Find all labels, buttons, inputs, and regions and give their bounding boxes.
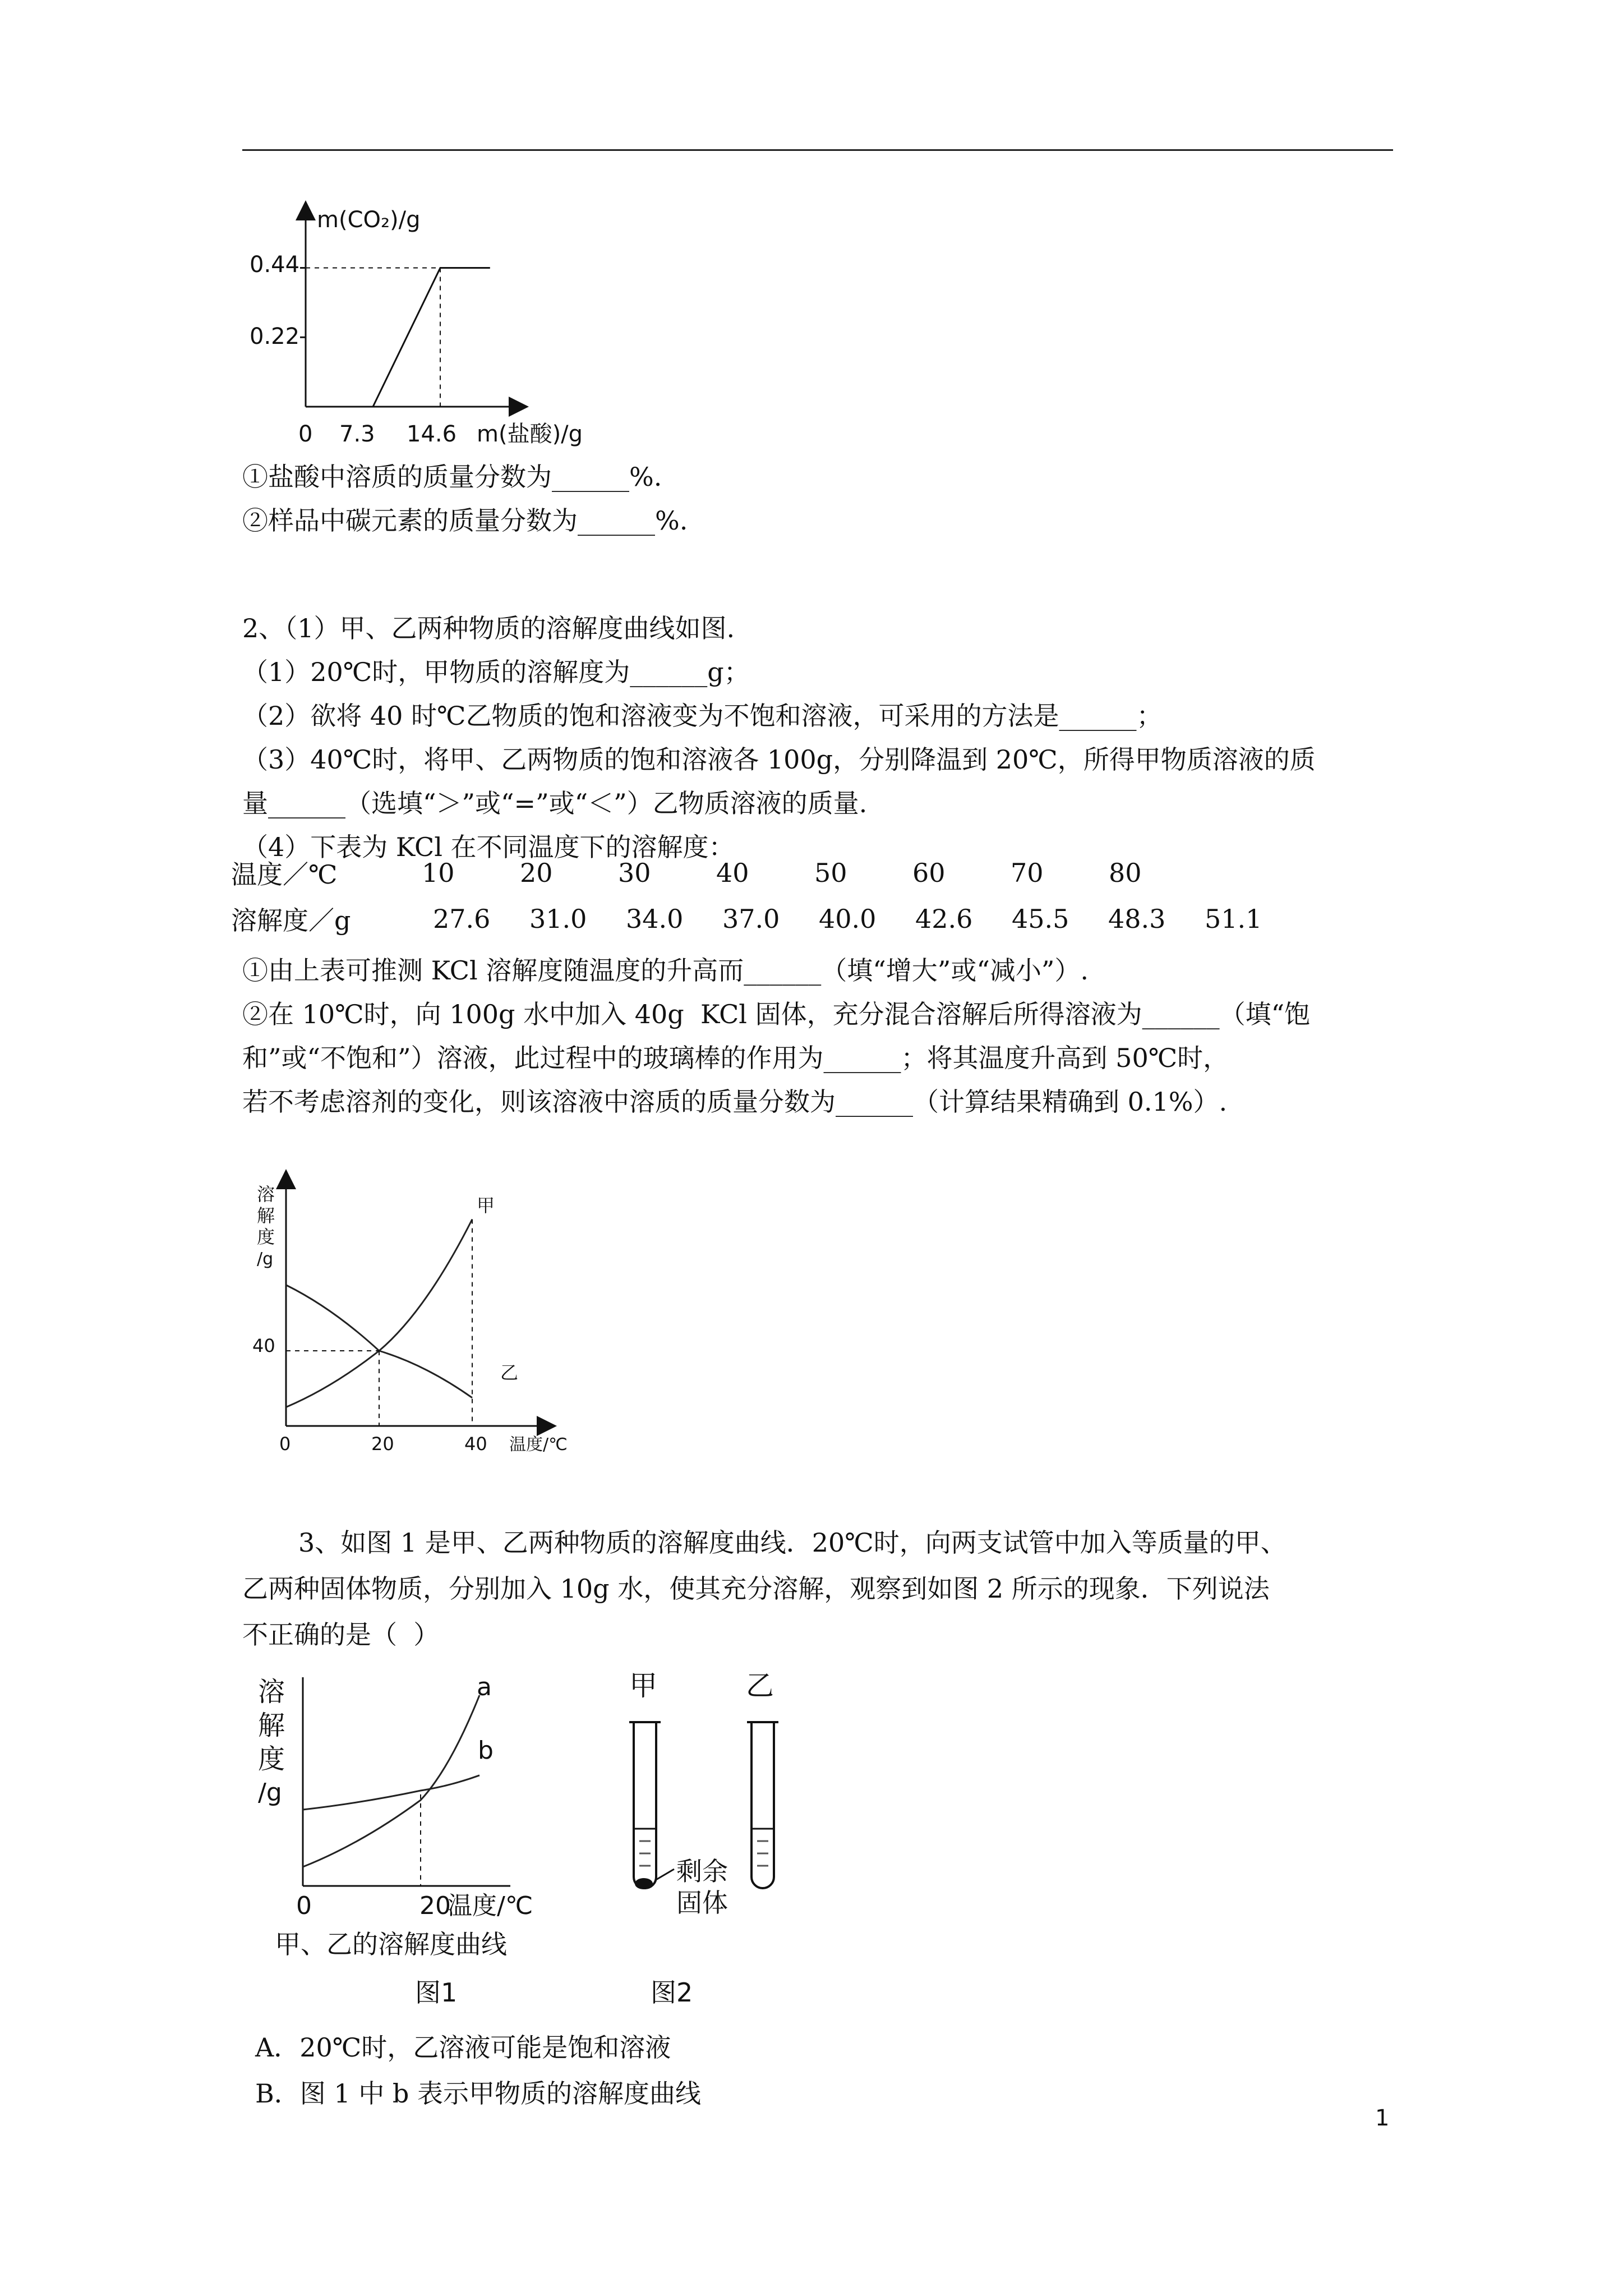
q2-part2: （2）欲将 40 时℃乙物质的饱和溶液变为不饱和溶液，可采用的方法是______； [242, 701, 1163, 731]
table-row-label: 温度／℃ [231, 859, 338, 890]
table-cell: 40 [716, 858, 749, 888]
curve-a [303, 1695, 479, 1867]
x-origin-label: 0 [298, 421, 313, 447]
x-axis-label: m(盐酸)/g [477, 421, 583, 447]
y-label-char: 度 [257, 1226, 275, 1248]
curve-b [303, 1775, 479, 1810]
y-label-char: 解 [257, 1205, 275, 1226]
y-label-char: 溶 [258, 1676, 285, 1708]
y-tick-044: 0.44 [250, 252, 300, 278]
residue-label-line2: 固体 [676, 1888, 728, 1918]
solubility-chart-q3 [247, 1660, 830, 2019]
test-tube-right [751, 1722, 774, 1888]
y-label-char: 解 [258, 1710, 285, 1741]
solubility-chart-q2 [241, 1167, 600, 1458]
y-tick-022: 0.22 [250, 324, 300, 349]
table-cell: 10 [422, 858, 455, 888]
q3-line1: 3、如图 1 是甲、乙两种物质的溶解度曲线．20℃时，向两支试管中加入等质量的甲、 [298, 1527, 1287, 1558]
q2-part3-line2: 量______（选填“＞”或“=”或“＜”）乙物质溶液的质量. [242, 788, 868, 818]
kcl-solubility-table-values [231, 896, 1301, 942]
curve-label-a: a [477, 1673, 492, 1701]
q3-line2: 乙两种固体物质，分别加入 10g 水，使其充分溶解，观察到如图 2 所示的现象．下列说法 [242, 1573, 1270, 1604]
table-row [231, 896, 1301, 942]
page-number: 1 [1375, 2105, 1390, 2131]
header-rule [242, 149, 1393, 151]
q2-part1: （1）20℃时，甲物质的溶解度为______g； [242, 657, 750, 687]
option-a: A．20℃时，乙溶液可能是饱和溶液 [255, 2032, 671, 2063]
table-cell: 40.0 [819, 904, 877, 934]
table-cell: 42.6 [915, 904, 973, 934]
table-cell: 60 [912, 858, 946, 888]
curve-label-jia: 甲 [477, 1195, 495, 1216]
figure-caption: 甲、乙的溶解度曲线 [275, 1929, 507, 1959]
table-row [231, 850, 1207, 896]
x-origin-label: 0 [279, 1433, 291, 1455]
q1-line2: ②样品中碳元素的质量分数为______%. [242, 505, 688, 536]
test-tube-left [634, 1722, 656, 1888]
q1-line1: ①盐酸中溶质的质量分数为______%. [242, 462, 662, 492]
q2-sub2-line1: ②在 10℃时，向 100g 水中加入 40g KCl 固体，充分混合溶解后所得溶液为______（填“饱 [242, 999, 1311, 1029]
table-cell: 48.3 [1108, 904, 1166, 934]
table-cell: 30 [618, 858, 651, 888]
q2-part3-line1: （3）40℃时，将甲、乙两物质的饱和溶液各 100g，分别降温到 20℃，所得甲物质溶液的质 [242, 744, 1316, 775]
q2-sub1: ①由上表可推测 KCl 溶解度随温度的升高而______（填“增大”或“减小”）. [242, 955, 1089, 986]
y-tick-40: 40 [252, 1335, 275, 1356]
x-tick-20: 20 [419, 1892, 451, 1920]
x-axis-label: 温度/℃ [509, 1435, 568, 1455]
table-row-label: 溶解度／g [231, 905, 351, 936]
co2-series-line [373, 268, 490, 407]
residue-pointer [655, 1869, 674, 1880]
tube-label-yi: 乙 [746, 1669, 774, 1702]
residual-solid [635, 1878, 653, 1889]
y-label-char: /g [257, 1249, 274, 1269]
table-cell: 27.6 [433, 904, 491, 934]
q2-sub2-line2: 和”或“不饱和”）溶液，此过程中的玻璃棒的作用为______；将其温度升高到 50℃时， [242, 1043, 1229, 1073]
y-label-char: 溶 [257, 1184, 275, 1205]
x-origin-label: 0 [296, 1892, 312, 1920]
q2-part4: （4）下表为 KCl 在不同温度下的溶解度： [242, 832, 735, 862]
table-cell: 80 [1109, 858, 1142, 888]
table-cell: 70 [1011, 858, 1044, 888]
q2-title: 2、（1）甲、乙两种物质的溶解度曲线如图. [242, 613, 735, 643]
figure-label-1: 图1 [415, 1977, 458, 2008]
y-label-char: /g [258, 1778, 282, 1807]
x-tick-40: 40 [464, 1433, 487, 1455]
y-label-char: 度 [258, 1743, 285, 1775]
x-tick-146: 14.6 [407, 421, 457, 447]
kcl-solubility-table [231, 850, 1207, 896]
x-tick-73: 7.3 [339, 421, 375, 447]
curve-label-yi: 乙 [500, 1362, 519, 1383]
table-cell: 20 [520, 858, 553, 888]
co2-chart [236, 199, 639, 452]
table-cell: 34.0 [626, 904, 684, 934]
figure-label-2: 图2 [651, 1977, 693, 2008]
table-cell: 50 [814, 858, 847, 888]
tube-label-jia: 甲 [629, 1669, 657, 1702]
x-axis-label: 温度/℃ [448, 1892, 533, 1920]
x-tick-20: 20 [371, 1433, 394, 1455]
residue-label-line1: 剩余 [676, 1856, 728, 1887]
y-axis-label: m(CO₂)/g [317, 207, 421, 233]
table-cell: 31.0 [529, 904, 587, 934]
table-cell: 45.5 [1012, 904, 1069, 934]
q2-sub2-line3: 若不考虑溶剂的变化，则该溶液中溶质的质量分数为______（计算结果精确到 0.1%）. [242, 1087, 1228, 1117]
curve-label-b: b [478, 1736, 494, 1765]
option-b: B．图 1 中 b 表示甲物质的溶解度曲线 [255, 2078, 702, 2109]
table-cell: 37.0 [722, 904, 780, 934]
q3-line3: 不正确的是（ ） [242, 1619, 440, 1650]
table-cell: 51.1 [1205, 904, 1262, 934]
